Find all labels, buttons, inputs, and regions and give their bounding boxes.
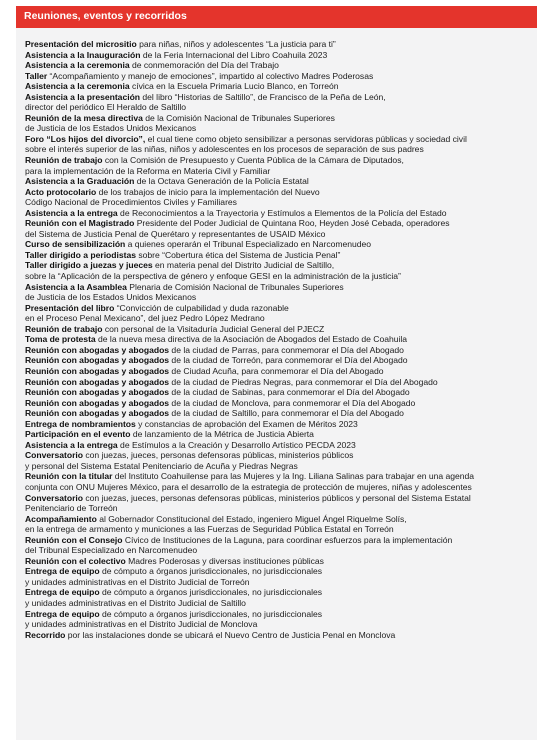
entry-text: por las instalaciones donde se ubicará el Nuevo Centro de Justicia Penal en Monclova: [65, 629, 396, 640]
entries-panel: [16, 28, 537, 740]
section-title: Reuniones, eventos y recorridos: [24, 10, 187, 22]
entry-first-line: [25, 450, 537, 461]
list-item: [25, 60, 537, 71]
entry-continuation-line: [25, 524, 537, 535]
entry-continuation-line: [25, 123, 537, 134]
list-item: [25, 566, 537, 587]
entry-heading: Entrega de nombramientos: [25, 418, 136, 429]
list-item: [25, 81, 537, 92]
entry-text: “Acompañamiento y manejo de emociones”, impartido al colectivo Madres Poderosas: [47, 70, 374, 81]
entry-first-line: [25, 377, 537, 388]
entry-text: de cómputo a órganos jurisdiccionales, no jurisdiccionales: [99, 587, 323, 598]
entry-heading: Asistencia a la Asamblea: [25, 281, 127, 292]
list-item: [25, 535, 537, 556]
list-item: [25, 134, 537, 155]
list-item: [25, 92, 537, 113]
entry-text: de la ciudad de Piedras Negras, para conmemorar el Día del Abogado: [169, 376, 438, 387]
entry-text: del libro “Historias de Saltillo”, de Francisco de la Peña de León,: [140, 91, 386, 102]
entry-heading: Asistencia a la Graduación: [25, 176, 135, 187]
entry-text: Penitenciario de Torreón: [25, 503, 118, 514]
entry-text: “Convicción de culpabilidad y duda razonable: [114, 302, 289, 313]
entry-text: del Instituto Coahuilense para las Mujeres y la Ing. Liliana Salinas para trabajar en una agenda: [112, 471, 475, 482]
entry-heading: Reunión con el colectivo: [25, 555, 126, 566]
entry-text: cívica en la Escuela Primaria Lucio Blanco, en Torreón: [129, 81, 339, 92]
list-item: [25, 609, 537, 630]
entry-first-line: [25, 218, 537, 229]
list-item: [25, 398, 537, 409]
entry-first-line: [25, 155, 537, 166]
entry-heading: Asistencia a la ceremonia: [25, 81, 130, 92]
entry-text: de la nueva mesa directiva de la Asociación de Abogados del Estado de Coahuila: [95, 334, 408, 345]
entry-text: de conmemoración del Día del Trabajo: [129, 60, 279, 71]
entry-heading: Reunión de la mesa directiva: [25, 112, 143, 123]
entry-first-line: [25, 134, 537, 145]
list-item: [25, 155, 537, 176]
entry-first-line: [25, 92, 537, 103]
entry-text: en la entrega de armamento y municiones a las Fuerzas de Seguridad Pública Estatal en Torreón: [25, 524, 394, 535]
list-item: [25, 429, 537, 440]
section-header: [16, 6, 537, 28]
entry-first-line: [25, 345, 537, 356]
entry-text: de los trabajos de inicio para la implementación del Nuevo: [96, 186, 320, 197]
entry-first-line: [25, 334, 537, 345]
entry-heading: Reunión con abogadas y abogados: [25, 365, 170, 376]
list-item: [25, 366, 537, 377]
list-item: [25, 419, 537, 430]
entry-heading: Reunión de trabajo: [25, 155, 103, 166]
entry-heading: Asistencia a la ceremonia: [25, 60, 130, 71]
entry-heading: Asistencia a la Inauguración: [25, 49, 141, 60]
entry-heading: Asistencia a la entrega: [25, 439, 118, 450]
entry-text: con juezas, jueces, personas defensoras públicas, ministerios públicos y personal del Sistema Estatal: [83, 492, 471, 503]
entry-text: el cual tiene como objeto sensibilizar a personas servidoras públicas y sociedad civil: [145, 133, 467, 144]
entry-text: Madres Poderosas y diversas instituciones públicas: [125, 555, 324, 566]
entry-first-line: [25, 408, 537, 419]
entry-text: a quienes operarán el Tribunal Especializado en Narcomenudeo: [125, 239, 372, 250]
entry-heading: Acompañamiento: [25, 513, 97, 524]
entry-text: de cómputo a órganos jurisdiccionales, no jurisdiccionales: [99, 608, 323, 619]
entry-text: director del periódico El Heraldo de Saltillo: [25, 102, 187, 113]
entry-first-line: [25, 587, 537, 598]
entry-first-line: [25, 60, 537, 71]
list-item: [25, 387, 537, 398]
entry-heading: Reunión con abogadas y abogados: [25, 387, 170, 398]
entry-text: con juezas, jueces, personas defensoras públicas, ministerios públicos: [83, 450, 354, 461]
list-item: [25, 250, 537, 261]
entry-heading: Reunión con el Magistrado: [25, 218, 135, 229]
entry-heading: Recorrido: [25, 629, 66, 640]
entry-text: de la ciudad de Monclova, para conmemorar el Día del Abogado: [169, 397, 416, 408]
list-item: [25, 187, 537, 208]
entry-heading: Presentación del micrositio: [25, 39, 137, 49]
entry-continuation-line: [25, 229, 537, 240]
entry-text: conjunta con ONU Mujeres México, para el desarrollo de la estrategia de protección de mujeres, niñas y adolescentes: [25, 481, 472, 492]
entry-continuation-line: [25, 482, 537, 493]
entry-heading: Participación en el evento: [25, 429, 131, 440]
entry-text: y constancias de aprobación del Examen de Méritos 2023: [135, 418, 358, 429]
entry-continuation-line: [25, 503, 537, 514]
entry-first-line: [25, 630, 537, 641]
entry-text: de la Octava Generación de la Policía Estatal: [134, 176, 309, 187]
entry-text: en materia penal del Distrito Judicial de Saltillo,: [152, 260, 335, 271]
list-item: [25, 345, 537, 356]
entry-continuation-line: [25, 271, 537, 282]
entry-first-line: [25, 50, 537, 61]
entry-continuation-line: [25, 619, 537, 630]
entry-first-line: [25, 260, 537, 271]
entry-text: de Estímulos a la Creación y Desarrollo Artístico PECDA 2023: [117, 439, 356, 450]
entry-first-line: [25, 493, 537, 504]
list-item: [25, 334, 537, 345]
entry-continuation-line: [25, 166, 537, 177]
list-item: [25, 587, 537, 608]
entry-first-line: [25, 609, 537, 620]
entry-heading: Asistencia a la presentación: [25, 91, 141, 102]
entry-text: sobre la “Aplicación de la perspectiva de género y enfoque GESI en la administración de la justicia”: [25, 271, 401, 282]
list-item: [25, 260, 537, 281]
entry-heading: Reunión con el Consejo: [25, 534, 123, 545]
list-item: [25, 630, 537, 641]
entry-first-line: [25, 39, 537, 50]
list-item: [25, 471, 537, 492]
entry-text: con la Comisión de Presupuesto y Cuenta Pública de la Cámara de Diputados,: [102, 155, 404, 166]
entry-text: Presidente del Poder Judicial de Quintana Roo, Heyden José Cebada, operadores: [134, 218, 450, 229]
list-item: [25, 450, 537, 471]
entry-first-line: [25, 387, 537, 398]
list-item: [25, 514, 537, 535]
list-item: [25, 39, 537, 50]
entry-text: Código Nacional de Procedimientos Civiles y Familiares: [25, 197, 237, 208]
list-item: [25, 113, 537, 134]
list-item: [25, 239, 537, 250]
entry-text: de la ciudad de Saltillo, para conmemorar el Día del Abogado: [169, 408, 404, 419]
entry-text: de cómputo a órganos jurisdiccionales, no jurisdiccionales: [99, 566, 323, 577]
entry-first-line: [25, 239, 537, 250]
entry-text: de la Feria Internacional del Libro Coahuila 2023: [140, 49, 328, 60]
entry-first-line: [25, 556, 537, 567]
entry-text: sobre “Cobertura ética del Sistema de Justicia Penal”: [136, 249, 341, 260]
entry-text: y unidades administrativas en el Distrito Judicial de Torreón: [25, 576, 250, 587]
entry-first-line: [25, 71, 537, 82]
entry-continuation-line: [25, 292, 537, 303]
entry-heading: Presentación del libro: [25, 302, 115, 313]
list-item: [25, 282, 537, 303]
entry-heading: Reunión con abogadas y abogados: [25, 397, 170, 408]
entry-first-line: [25, 303, 537, 314]
entry-text: de la ciudad de Parras, para conmemorar el Día del Abogado: [169, 344, 404, 355]
entry-text: y unidades administrativas en el Distrito Judicial de Monclova: [25, 619, 258, 630]
entry-text: con personal de la Visitaduría Judicial General del PJECZ: [102, 323, 325, 334]
entry-first-line: [25, 113, 537, 124]
list-item: [25, 556, 537, 567]
entry-text: y unidades administrativas en el Distrito Judicial de Saltillo: [25, 597, 246, 608]
entry-heading: Entrega de equipo: [25, 608, 100, 619]
entry-heading: Reunión de trabajo: [25, 323, 103, 334]
entry-heading: Taller: [25, 70, 48, 81]
entry-text: de la ciudad de Sabinas, para conmemorar el Día del Abogado: [169, 387, 410, 398]
entry-heading: Acto protocolario: [25, 186, 97, 197]
entry-text: en el Proceso Penal Mexicano”, del juez Pedro López Medrano: [25, 313, 265, 324]
entry-text: del Sistema de Justicia Penal de Querétaro y representantes de USAID México: [25, 228, 326, 239]
entry-first-line: [25, 429, 537, 440]
list-item: [25, 408, 537, 419]
entry-first-line: [25, 566, 537, 577]
entry-heading: Reunión con abogadas y abogados: [25, 408, 170, 419]
list-item: [25, 440, 537, 451]
entry-heading: Conversatorio: [25, 450, 83, 461]
entry-text: de Reconocimientos a la Trayectoria y Estímulos a Elementos de la Policía del Estado: [117, 207, 447, 218]
entry-continuation-line: [25, 102, 537, 113]
entry-first-line: [25, 355, 537, 366]
entry-continuation-line: [25, 461, 537, 472]
list-item: [25, 208, 537, 219]
entry-text: sobre el interés superior de las niñas, niños y adolescentes en los procesos de separación de sus padres: [25, 144, 424, 155]
list-item: [25, 324, 537, 335]
entry-text: de la ciudad de Torreón, para conmemorar el Día del Abogado: [169, 355, 408, 366]
entry-heading: Reunión con abogadas y abogados: [25, 344, 170, 355]
entry-first-line: [25, 81, 537, 92]
entry-text: para niñas, niños y adolescentes “La justicia para ti”: [136, 39, 336, 49]
entry-first-line: [25, 176, 537, 187]
entry-heading: Taller dirigido a juezas y jueces: [25, 260, 153, 271]
entry-heading: Reunión con abogadas y abogados: [25, 376, 170, 387]
entry-continuation-line: [25, 577, 537, 588]
entry-text: para la implementación de la Reforma en Materia Civil y Familiar: [25, 165, 271, 176]
entry-heading: Reunión con la titular: [25, 471, 113, 482]
list-item: [25, 355, 537, 366]
entry-first-line: [25, 471, 537, 482]
entry-heading: Reunión con abogadas y abogados: [25, 355, 170, 366]
entry-heading: Foro “Los hijos del divorcio”,: [25, 133, 146, 144]
list-item: [25, 303, 537, 324]
entry-continuation-line: [25, 144, 537, 155]
entry-first-line: [25, 419, 537, 430]
list-item: [25, 493, 537, 514]
entry-text: y personal del Sistema Estatal Penitenciario de Acuña y Piedras Negras: [25, 460, 298, 471]
entry-continuation-line: [25, 197, 537, 208]
list-item: [25, 218, 537, 239]
entry-heading: Conversatorio: [25, 492, 83, 503]
entry-first-line: [25, 366, 537, 377]
entry-text: al Gobernador Constitucional del Estado, ingeniero Miguel Ángel Riquelme Solís,: [96, 513, 407, 524]
entry-text: de lanzamiento de la Métrica de Justicia Abierta: [130, 429, 314, 440]
entry-heading: Asistencia a la entrega: [25, 207, 118, 218]
entry-first-line: [25, 250, 537, 261]
entry-continuation-line: [25, 313, 537, 324]
list-item: [25, 50, 537, 61]
entry-heading: Entrega de equipo: [25, 587, 100, 598]
entry-text: de Justicia de los Estados Unidos Mexicanos: [25, 292, 197, 303]
entry-first-line: [25, 324, 537, 335]
list-item: [25, 377, 537, 388]
entry-text: de Justicia de los Estados Unidos Mexicanos: [25, 123, 197, 134]
entry-first-line: [25, 187, 537, 198]
entry-text: Cívico de Instituciones de la Laguna, para coordinar esfuerzos para la implementación: [122, 534, 453, 545]
entry-first-line: [25, 398, 537, 409]
entry-continuation-line: [25, 598, 537, 609]
entry-text: del Tribunal Especializado en Narcomenudeo: [25, 545, 198, 556]
entry-first-line: [25, 440, 537, 451]
entry-text: de Ciudad Acuña, para conmemorar el Día del Abogado: [169, 365, 384, 376]
entry-heading: Entrega de equipo: [25, 566, 100, 577]
entry-first-line: [25, 208, 537, 219]
entry-heading: Toma de protesta: [25, 334, 96, 345]
entry-first-line: [25, 282, 537, 293]
entry-text: de la Comisión Nacional de Tribunales Superiores: [142, 112, 335, 123]
entry-continuation-line: [25, 545, 537, 556]
entry-heading: Curso de sensibilización: [25, 239, 126, 250]
list-item: [25, 71, 537, 82]
entry-heading: Taller dirigido a periodistas: [25, 249, 137, 260]
entry-first-line: [25, 535, 537, 546]
entry-text: Plenaria de Comisión Nacional de Tribunales Superiores: [126, 281, 344, 292]
entry-first-line: [25, 514, 537, 525]
list-item: [25, 176, 537, 187]
